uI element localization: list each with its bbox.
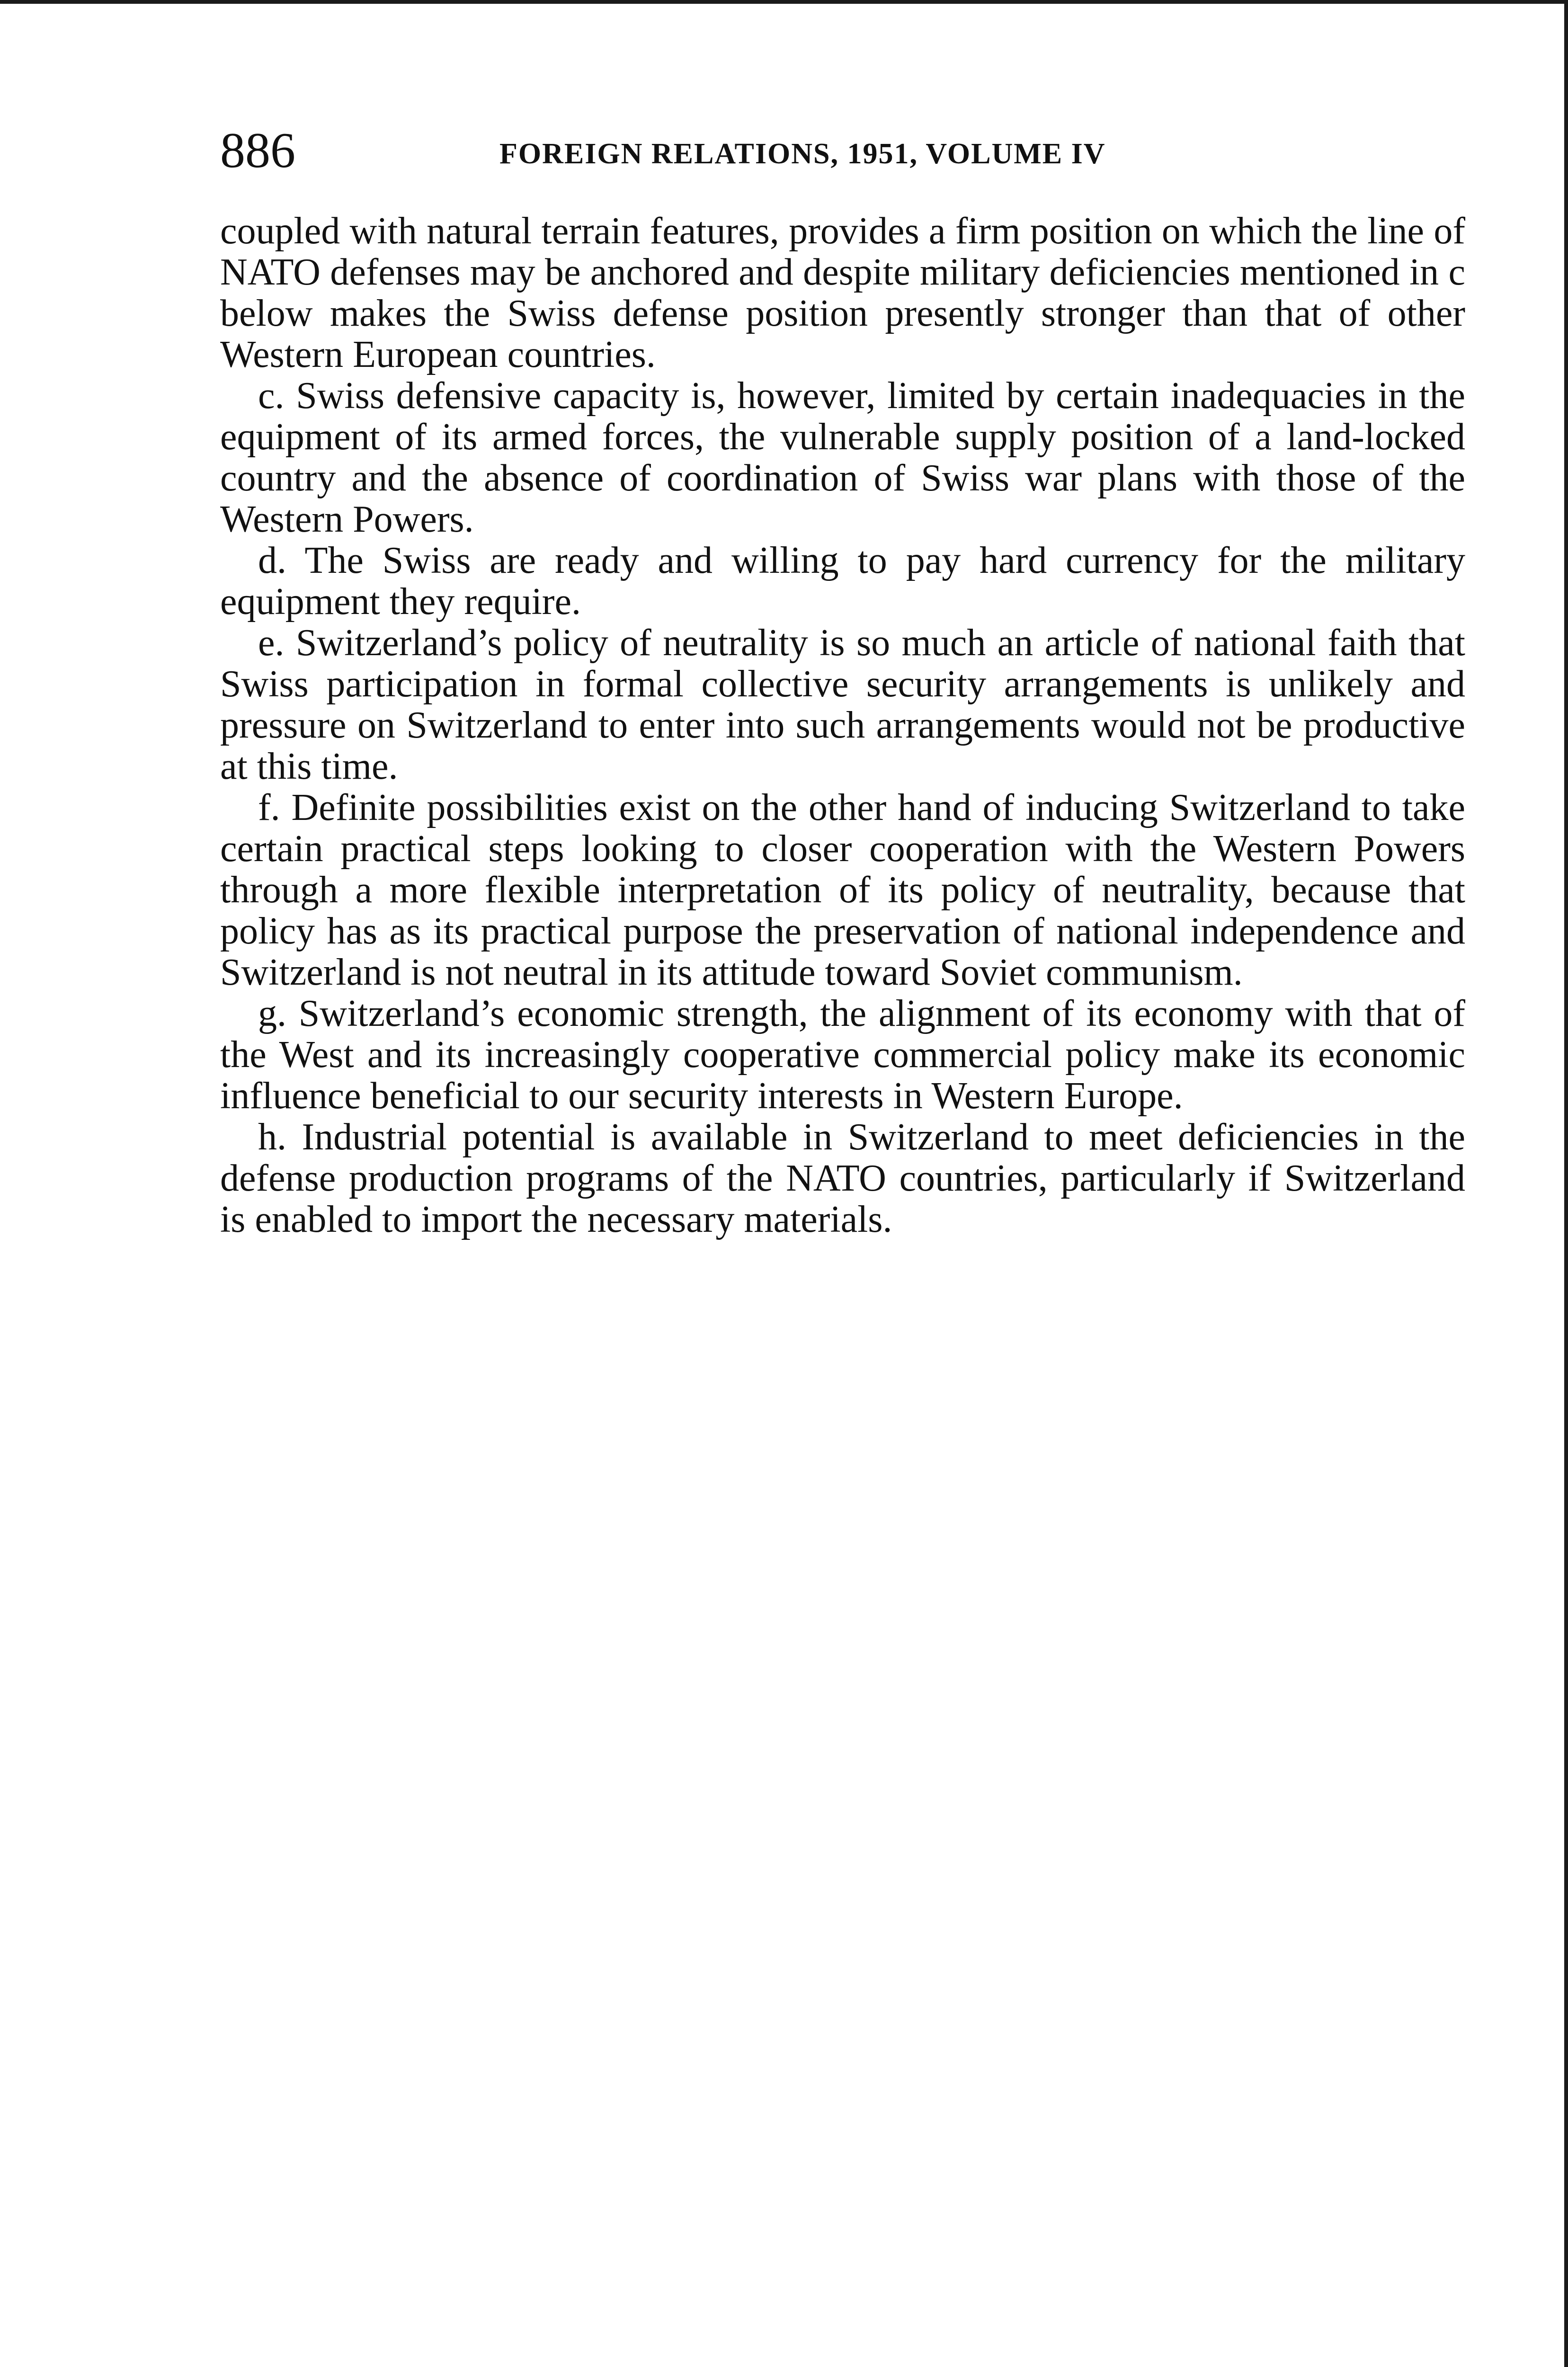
scan-edge-right bbox=[1564, 0, 1568, 2367]
paragraph-d: d. The Swiss are ready and willing to pay hard currency for the military equipment they require. bbox=[220, 540, 1465, 623]
body-text bbox=[220, 211, 1465, 1240]
scan-edge-top bbox=[0, 0, 1568, 4]
paragraph-f: f. Definite possibilities exist on the other hand of inducing Switzerland to take certain practical steps looking to closer cooperation with the Western Powers through a more flexible interpretation of its policy of neutrality, because that policy has as its practical purpose the preservation of national independence and Switzerland is not neutral in its attitude toward Soviet communism. bbox=[220, 787, 1465, 993]
paragraph-h: h. Industrial potential is available in Switzerland to meet deficiencies in the defense production programs of the NATO countries, particularly if Switzerland is enabled to import the necessary materials. bbox=[220, 1116, 1465, 1240]
paragraph-c: c. Swiss defensive capacity is, however, limited by certain inadequacies in the equipment of its armed forces, the vulnerable supply position of a land-locked country and the absence of coordination of Swiss war plans with those of the Western Powers. bbox=[220, 375, 1465, 540]
page-number: 886 bbox=[220, 123, 295, 178]
running-head: FOREIGN RELATIONS, 1951, VOLUME IV bbox=[499, 138, 1106, 170]
page-header bbox=[220, 122, 1465, 179]
paragraph-continuation: coupled with natural terrain features, provides a firm position on which the line of NATO defenses may be anchored and despite military deficiencies mentioned in c below makes the Swiss defense position presently stronger than that of other Western European countries. bbox=[220, 210, 1465, 375]
paragraph-e: e. Switzerland’s policy of neutrality is so much an article of national faith that Swiss participation in formal collective security arrangements is unlikely and pressure on Switzerland to enter into such arrangements would not be productive at this time. bbox=[220, 622, 1465, 787]
paragraph-g: g. Switzerland’s economic strength, the alignment of its economy with that of the West and its increasingly cooperative commercial policy make its economic influence beneficial to our security interests in Western Europe. bbox=[220, 993, 1465, 1117]
